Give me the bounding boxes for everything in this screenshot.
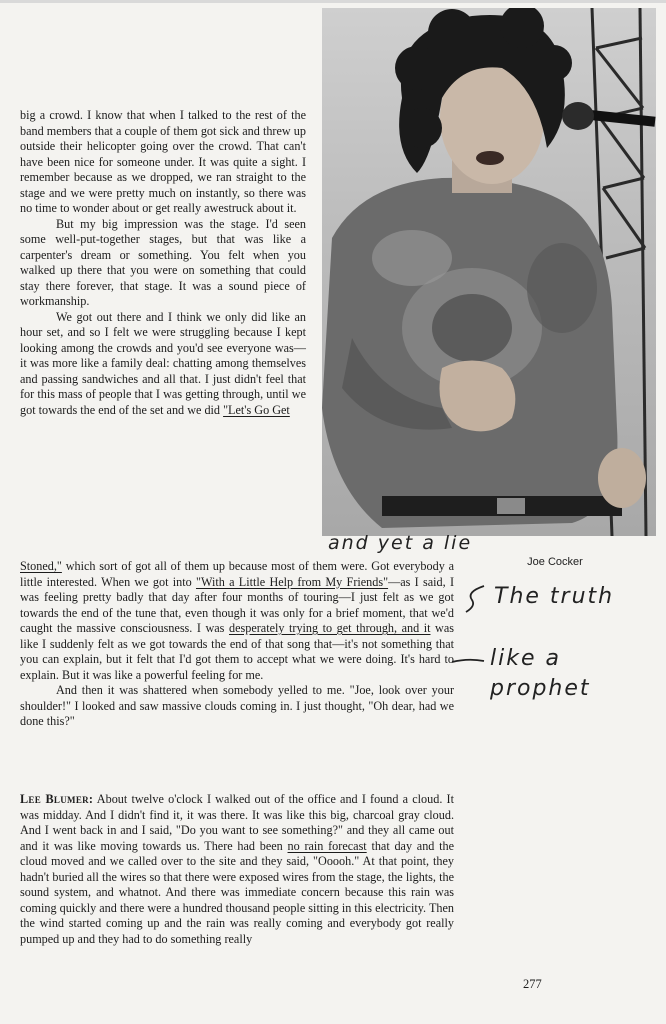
underlined-phrase-no-rain: no rain forecast [287,838,367,853]
paragraph-3-start [20,310,306,419]
lee-blumer-section [20,792,454,947]
paragraph-3-text: We got out there and I think we only did like an hour set, and so I felt we were struggling because I kept looking among the crowds and you'd see everyone was—it was more like a family deal: chatting among themselves and passing sandwiches and all that. I just didn't feel that for this mass of people that I was getting through, until we got towards the end of the set and we did [20,309,306,417]
page-top-edge [0,0,666,3]
paragraph-3-part-c: was like I suddenly felt as we got towards the end of that song that—it's not something that you can explain, but it felt that I'd got them to accept what we were doing. It's hard to explain. But it was like a powerful feeling for me. [20,621,455,682]
paragraph-5 [20,792,454,947]
handwritten-note-like-a: like a [490,646,561,671]
photo-caption: Joe Cocker [527,556,583,568]
underlined-song-lets-go-get: "Let's Go Get [223,402,290,417]
underlined-phrase-desperately: desperately trying to get through, and it [228,621,431,635]
paragraph-5-part-b: that day and the cloud moved and we called over to the site and they said, "Ooooh." At that point, they hadn't buried all the wires so that there were exposed wires from the stage, the lights, the sound system, and whatnot. And there was immediate concern because this rain was coming quickly and there were a hundred thousand people sitting in this electricity. Then the wind started coming up and the rain was really coming and everybody got really pumped up and they had to do something really [20,838,455,946]
underlined-song-little-help: "With a Little Help from My Friends" [195,574,389,589]
paragraph-2: But my big impression was the stage. I'd seen some well-put-together stages, but that was like a carpenter's dream or something. You felt when you walked up there that you were on something that could stay there forever, that stage. It was a sound piece of workmanship. [20,216,306,308]
wide-text-block [20,559,454,730]
handwritten-bracket-mark [462,584,488,614]
speaker-name: Lee Blumer: [20,792,94,806]
narrow-column-text [20,108,306,418]
paragraph-3-part-a: which sort of got all of them up because most of them were. Got everybody a little interested. When we got into [20,559,455,589]
underlined-song-stoned: Stoned," [20,559,62,573]
handwritten-note-lie: and yet a lie [328,532,473,554]
paragraph-3-part-b: —as I said, I was feeling pretty badly that day after four months of touring—I just felt as we got towards the end of the tune that, even though it was only for a brief moment, that we'd caught the massive consciousness. I was [20,574,455,635]
page-number: 277 [523,977,542,991]
paragraph-3-continued [20,559,454,683]
joe-cocker-photo [322,8,656,536]
paragraph-5-part-a: About twelve o'clock I walked out of the office and I found a cloud. It was midday. And I didn't find it, it was there. It was like this big, charcoal gray cloud. And I went back in and I said, "Do you want to see something?" and they all came out and it was like moving towards us. There had been [20,792,454,853]
handwritten-arrow-line [450,656,486,666]
photo-illustration [322,8,656,536]
paragraph-4: And then it was shattered when somebody yelled to me. "Joe, look over your shoulder!" I looked and saw massive clouds coming in. I just thought, "Oh dear, had we done this?" [20,683,454,728]
handwritten-note-truth: The truth [494,584,615,609]
paragraph-1: big a crowd. I know that when I talked to the rest of the band members that a couple of them got sick and threw up outside their helicopter going over the crowd. That can't have been nice for someone under. It was quite a sight. I remember because as we dropped, we ran straight to the stage and we were pretty much on instantly, so there was no time to wonder about or get really awestruck about it. [20,108,306,215]
handwritten-note-prophet: prophet [490,676,591,701]
